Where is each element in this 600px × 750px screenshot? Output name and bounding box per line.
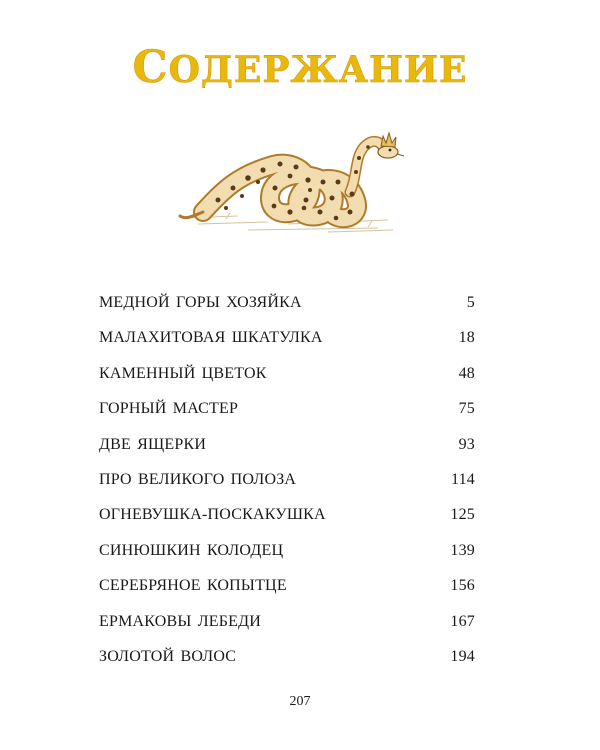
toc-entry[interactable]: [99, 506, 475, 541]
toc-entry[interactable]: [99, 365, 475, 400]
toc-entry[interactable]: [99, 436, 475, 471]
toc-entry-title: СИНЮШКИН КОЛОДЕЦ: [99, 541, 284, 559]
toc-entry-page: 5: [466, 294, 475, 311]
toc-entry-page: 93: [458, 435, 475, 453]
toc-entry-title: МЕДНОЙ ГОРЫ ХОЗЯЙКА: [99, 294, 302, 311]
toc-entry-page: 194: [450, 647, 475, 665]
toc-entry-title: МАЛАХИТОВАЯ ШКАТУЛКА: [99, 329, 323, 347]
toc-entry-page: 114: [450, 470, 475, 488]
toc-entry-page: 167: [450, 612, 475, 630]
toc-entry-page: 48: [458, 364, 475, 382]
toc-entry[interactable]: [99, 577, 475, 612]
table-of-contents: [99, 294, 475, 683]
page-number: 207: [289, 694, 311, 709]
toc-entry-title: ГОРНЫЙ МАСТЕР: [99, 400, 239, 418]
toc-entry-title: ЕРМАКОВЫ ЛЕБЕДИ: [99, 612, 261, 630]
toc-entry-title: КАМЕННЫЙ ЦВЕТОК: [99, 364, 267, 382]
toc-entry-page: 18: [458, 329, 475, 347]
toc-entry-page: 75: [458, 400, 475, 418]
snake-illustration: [178, 120, 408, 245]
toc-entry-title: ЗОЛОТОЙ ВОЛОС: [99, 647, 237, 665]
toc-entry-title: ДВЕ ЯЩЕРКИ: [99, 435, 207, 453]
page-title: СОДЕРЖАНИЕ: [132, 42, 468, 93]
toc-entry-page: 156: [450, 577, 475, 595]
toc-entry[interactable]: [99, 400, 475, 435]
toc-entry-title: ОГНЕВУШКА-ПОСКАКУШКА: [99, 506, 326, 524]
toc-entry[interactable]: [99, 542, 475, 577]
toc-entry-title: ПРО ВЕЛИКОГО ПОЛОЗА: [99, 470, 297, 488]
toc-entry[interactable]: [99, 471, 475, 506]
toc-entry-title: СЕРЕБРЯНОЕ КОПЫТЦЕ: [99, 577, 287, 595]
toc-entry-page: 139: [450, 541, 475, 559]
toc-entry[interactable]: [99, 294, 475, 329]
toc-entry[interactable]: [99, 648, 475, 683]
toc-entry[interactable]: [99, 329, 475, 364]
toc-entry[interactable]: [99, 613, 475, 648]
toc-entry-page: 125: [450, 506, 475, 524]
